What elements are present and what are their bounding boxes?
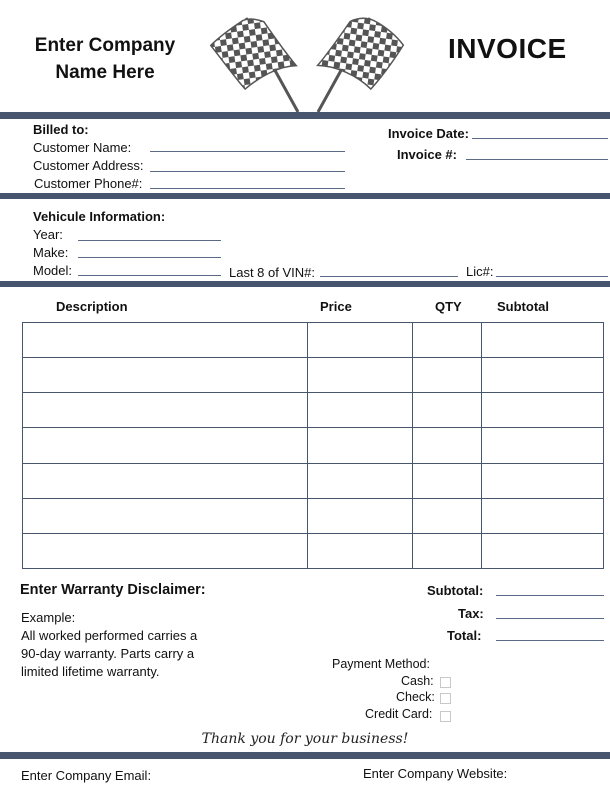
customer-address-field[interactable] (150, 171, 345, 172)
payment-method-label: Payment Method: (332, 657, 430, 671)
year-label: Year: (33, 227, 63, 242)
table-cell-subtotal[interactable] (482, 393, 604, 428)
table-row (23, 323, 604, 358)
model-label: Model: (33, 263, 73, 278)
subtotal-label: Subtotal: (427, 583, 484, 598)
table-cell-subtotal[interactable] (482, 358, 604, 393)
table-cell-description[interactable] (23, 323, 308, 358)
table-row (23, 533, 604, 568)
year-field[interactable] (78, 240, 221, 241)
tax-label: Tax: (458, 606, 484, 621)
table-cell-price[interactable] (307, 393, 413, 428)
make-field[interactable] (78, 257, 221, 258)
table-row (23, 428, 604, 463)
vehicle-divider (0, 281, 610, 287)
checkered-flags-icon (210, 12, 405, 114)
table-cell-subtotal[interactable] (482, 533, 604, 568)
warranty-example: Example: (21, 610, 76, 625)
table-cell-qty[interactable] (413, 358, 482, 393)
company-email-label: Enter Company Email: (21, 768, 152, 783)
vehicle-heading: Vehicule Information: (33, 209, 166, 224)
company-name-line1: Enter Company (34, 35, 176, 56)
lic-field[interactable] (496, 276, 608, 277)
table-cell-qty[interactable] (413, 498, 482, 533)
warranty-line1: All worked performed carries a (21, 628, 198, 643)
total-label: Total: (447, 628, 482, 643)
column-qty: QTY (435, 299, 462, 314)
thank-you-message: Thank you for your business! (201, 731, 409, 747)
company-name (20, 32, 190, 86)
billing-divider (0, 193, 610, 199)
customer-name-field[interactable] (150, 151, 345, 152)
table-cell-price[interactable] (307, 533, 413, 568)
credit-card-label: Credit Card: (365, 707, 433, 721)
customer-name-label: Customer Name: (33, 140, 132, 155)
invoice-number-field[interactable] (466, 159, 608, 160)
customer-phone-label: Customer Phone#: (34, 176, 143, 191)
column-subtotal: Subtotal (497, 299, 549, 314)
credit-card-checkbox[interactable] (440, 711, 451, 722)
billed-to-label: Billed to: (33, 122, 89, 137)
cash-label: Cash: (401, 674, 434, 688)
warranty-line3: limited lifetime warranty. (21, 664, 160, 679)
company-name-line2: Name Here (55, 62, 155, 83)
table-cell-qty[interactable] (413, 533, 482, 568)
table-cell-price[interactable] (307, 498, 413, 533)
invoice-title: INVOICE (448, 33, 567, 64)
table-cell-price[interactable] (307, 323, 413, 358)
model-field[interactable] (78, 275, 221, 276)
column-description: Description (56, 299, 128, 314)
table-cell-qty[interactable] (413, 428, 482, 463)
table-cell-qty[interactable] (413, 393, 482, 428)
lic-label: Lic#: (466, 264, 494, 279)
table-cell-subtotal[interactable] (482, 463, 604, 498)
table-cell-description[interactable] (23, 358, 308, 393)
customer-phone-field[interactable] (150, 188, 345, 189)
customer-address-label: Customer Address: (33, 158, 144, 173)
check-checkbox[interactable] (440, 693, 451, 704)
total-field[interactable] (496, 640, 604, 641)
table-cell-subtotal[interactable] (482, 323, 604, 358)
company-website-label: Enter Company Website: (363, 766, 508, 781)
table-row (23, 358, 604, 393)
table-cell-description[interactable] (23, 428, 308, 463)
table-row (23, 393, 604, 428)
cash-checkbox[interactable] (440, 677, 451, 688)
vin-field[interactable] (320, 276, 458, 277)
table-cell-price[interactable] (307, 428, 413, 463)
tax-field[interactable] (496, 618, 604, 619)
table-cell-description[interactable] (23, 533, 308, 568)
invoice-number-label: Invoice #: (397, 147, 457, 162)
make-label: Make: (33, 245, 69, 260)
table-row (23, 498, 604, 533)
vin-label: Last 8 of VIN#: (229, 265, 315, 280)
table-cell-description[interactable] (23, 393, 308, 428)
table-cell-description[interactable] (23, 498, 308, 533)
invoice-date-label: Invoice Date: (388, 126, 469, 141)
table-cell-qty[interactable] (413, 323, 482, 358)
table-cell-price[interactable] (307, 358, 413, 393)
table-cell-subtotal[interactable] (482, 428, 604, 463)
table-row (23, 463, 604, 498)
table-cell-price[interactable] (307, 463, 413, 498)
table-cell-description[interactable] (23, 463, 308, 498)
warranty-heading: Enter Warranty Disclaimer: (20, 582, 206, 598)
table-cell-qty[interactable] (413, 463, 482, 498)
column-price: Price (320, 299, 352, 314)
items-table (22, 322, 604, 569)
header-divider (0, 112, 610, 119)
warranty-line2: 90-day warranty. Parts carry a (21, 646, 195, 661)
table-cell-subtotal[interactable] (482, 498, 604, 533)
invoice-date-field[interactable] (472, 138, 608, 139)
footer-divider (0, 752, 610, 759)
check-label: Check: (396, 690, 435, 704)
subtotal-field[interactable] (496, 595, 604, 596)
